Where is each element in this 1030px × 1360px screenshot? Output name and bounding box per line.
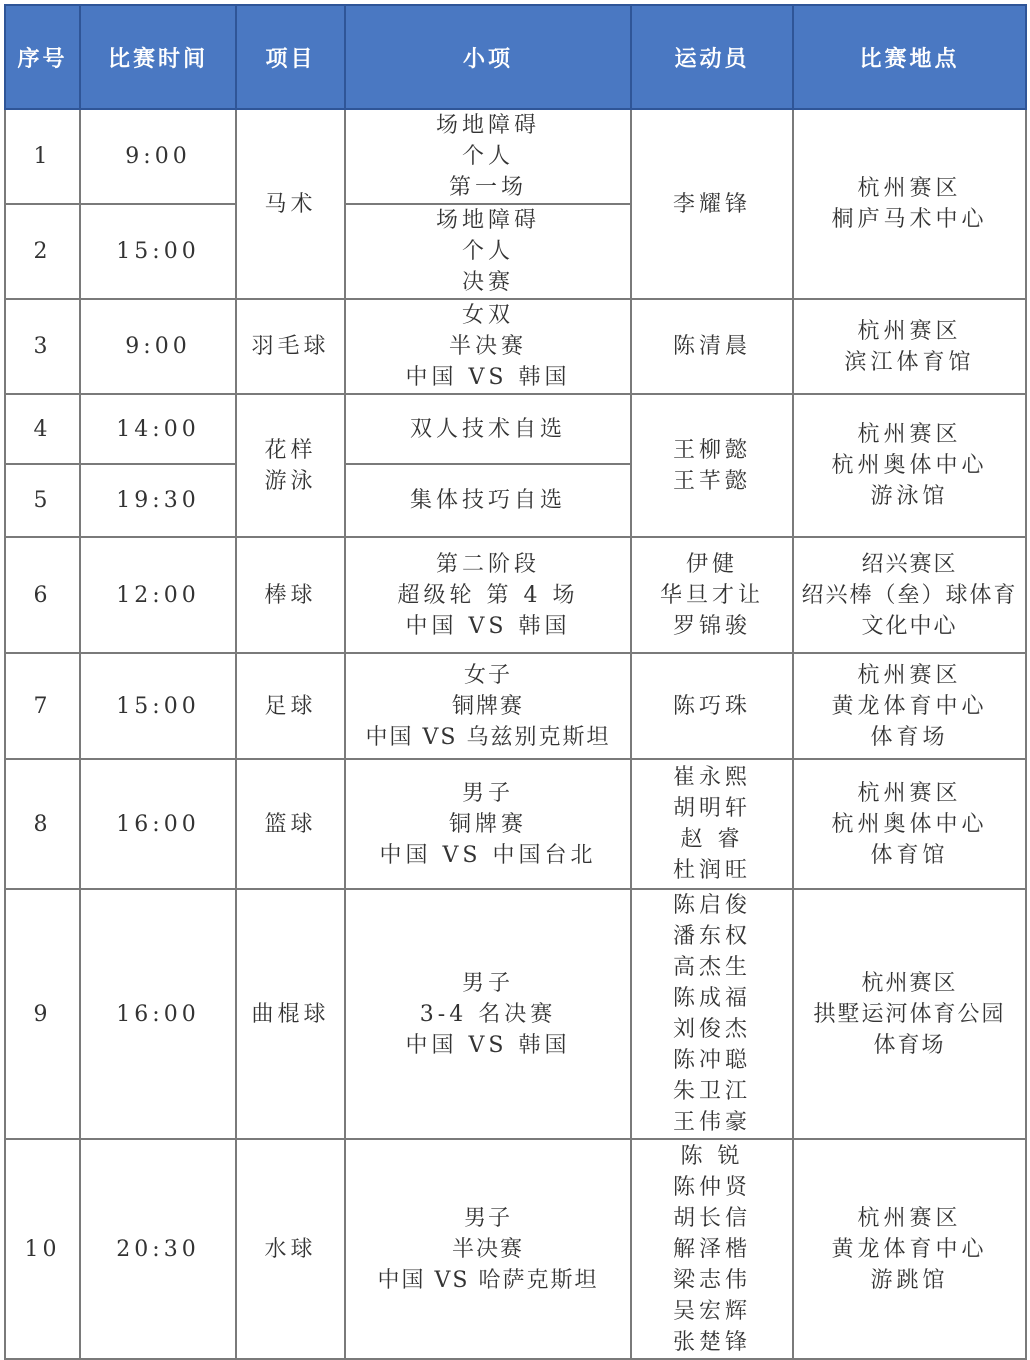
row-event: [345, 537, 631, 653]
row-event: [345, 299, 631, 394]
venue-line: 文化中心: [861, 613, 958, 639]
venue-line: 体育场: [870, 724, 949, 750]
row-sport: [236, 1139, 345, 1359]
athlete-name: 李耀锋: [672, 191, 751, 217]
athlete-name: 胡长信: [672, 1205, 751, 1231]
row-event: [345, 653, 631, 759]
event-line: 男子: [461, 780, 514, 806]
event-line: 个人: [461, 239, 514, 264]
sport-line: 花样: [264, 437, 317, 463]
row-sport: [236, 889, 345, 1139]
sport-line: 水球: [264, 1236, 317, 1262]
table-row: [5, 299, 1026, 394]
row-athletes: [631, 1139, 793, 1359]
event-line: 半决赛: [448, 334, 527, 359]
row-time: 15:00: [80, 204, 236, 299]
venue-line: 杭州赛区: [861, 970, 958, 996]
header-no: 序号: [5, 5, 80, 109]
table-row: [5, 1139, 1026, 1359]
event-line: 中国 VS 韩国: [405, 1032, 571, 1058]
sport-line: 足球: [264, 693, 317, 719]
row-no: 10: [5, 1139, 80, 1359]
row-venue: [793, 653, 1026, 759]
athlete-name: 伊健: [685, 551, 738, 577]
event-line: 3-4 名决赛: [419, 1001, 557, 1027]
venue-line: 杭州赛区: [857, 780, 962, 806]
event-line: 个人: [461, 144, 514, 169]
row-venue: [793, 889, 1026, 1139]
athlete-name: 吴宏辉: [672, 1298, 751, 1324]
row-venue: [793, 537, 1026, 653]
row-sport: [236, 109, 345, 299]
athlete-name: 解泽楷: [672, 1236, 751, 1262]
athlete-name: 刘俊杰: [672, 1017, 751, 1042]
event-line: 决赛: [461, 270, 514, 295]
row-athletes: [631, 889, 793, 1139]
event-line: 中国 VS 韩国: [405, 365, 571, 390]
venue-line: 杭州赛区: [857, 1205, 962, 1231]
row-time: 15:00: [80, 653, 236, 759]
row-venue: [793, 394, 1026, 537]
row-time: 16:00: [80, 889, 236, 1139]
row-athletes: [631, 653, 793, 759]
table-row: [5, 653, 1026, 759]
venue-line: 杭州奥体中心: [831, 453, 988, 478]
table-row: [5, 889, 1026, 1139]
sport-line: 曲棍球: [251, 1001, 330, 1027]
row-event: [345, 1139, 631, 1359]
row-event: [345, 204, 631, 299]
header-sport: 项目: [236, 5, 345, 109]
row-time: 19:30: [80, 464, 236, 537]
venue-line: 体育馆: [870, 842, 949, 868]
header-venue: 比赛地点: [793, 5, 1026, 109]
event-line: 男子: [463, 1205, 512, 1231]
venue-line: 杭州赛区: [857, 318, 962, 344]
athlete-name: 杜润旺: [672, 858, 751, 883]
row-sport: [236, 759, 345, 889]
row-sport: [236, 394, 345, 537]
header-time: 比赛时间: [80, 5, 236, 109]
event-line: 第二阶段: [435, 551, 540, 577]
row-event: [345, 394, 631, 464]
event-line: 铜牌赛: [448, 811, 527, 837]
row-athletes: [631, 394, 793, 537]
row-time: 14:00: [80, 394, 236, 464]
athlete-name: 朱卫江: [672, 1079, 751, 1104]
table-row: [5, 109, 1026, 204]
event-line: 中国 VS 哈萨克斯坦: [377, 1267, 599, 1293]
row-time: 9:00: [80, 299, 236, 394]
athlete-name: 陈仲贤: [672, 1174, 751, 1200]
athlete-name: 陈巧珠: [672, 693, 751, 719]
row-no: 3: [5, 299, 80, 394]
row-athletes: [631, 537, 793, 653]
event-line: 集体技巧自选: [409, 488, 566, 513]
sport-line: 马术: [264, 191, 317, 217]
row-time: 16:00: [80, 759, 236, 889]
athlete-name: 陈成福: [672, 986, 751, 1011]
athlete-name: 赵 睿: [680, 827, 744, 852]
event-line: 中国 VS 韩国: [405, 613, 571, 639]
athlete-name: 王伟豪: [672, 1110, 751, 1135]
venue-line: 滨江体育馆: [844, 349, 975, 375]
venue-line: 绍兴棒（垒）球体育: [801, 582, 1018, 608]
athlete-name: 崔永熙: [672, 765, 751, 790]
row-sport: [236, 653, 345, 759]
row-athletes: [631, 299, 793, 394]
table-row: [5, 759, 1026, 889]
venue-line: 黄龙体育中心: [831, 693, 988, 719]
row-no: 8: [5, 759, 80, 889]
athlete-name: 华旦才让: [659, 582, 764, 608]
row-event: [345, 889, 631, 1139]
sport-line: 棒球: [264, 582, 317, 608]
event-line: 女子: [463, 662, 512, 688]
row-venue: [793, 1139, 1026, 1359]
row-athletes: [631, 109, 793, 299]
venue-line: 游泳馆: [870, 484, 949, 509]
event-line: 铜牌赛: [451, 693, 524, 719]
athlete-name: 胡明轩: [672, 796, 751, 821]
row-no: 6: [5, 537, 80, 653]
athlete-name: 罗锦骏: [672, 613, 751, 639]
event-line: 第一场: [448, 175, 527, 200]
venue-line: 杭州赛区: [857, 176, 962, 201]
sport-line: 游泳: [264, 468, 317, 494]
row-time: 12:00: [80, 537, 236, 653]
venue-line: 杭州赛区: [857, 422, 962, 447]
athlete-name: 王柳懿: [672, 437, 751, 463]
event-line: 中国 VS 中国台北: [379, 842, 597, 868]
venue-line: 黄龙体育中心: [831, 1236, 988, 1262]
venue-line: 绍兴赛区: [861, 551, 958, 577]
header-event: 小项: [345, 5, 631, 109]
row-time: 9:00: [80, 109, 236, 204]
venue-line: 拱墅运河体育公园: [813, 1001, 1006, 1027]
table-row: [5, 537, 1026, 653]
row-no: 7: [5, 653, 80, 759]
row-athletes: [631, 759, 793, 889]
schedule-container: [4, 4, 1027, 1360]
schedule-table: [4, 4, 1027, 1360]
venue-line: 杭州奥体中心: [831, 811, 988, 837]
athlete-name: 陈 锐: [680, 1143, 744, 1169]
venue-line: 游跳馆: [870, 1267, 949, 1293]
event-line: 男子: [461, 970, 514, 996]
venue-line: 桐庐马术中心: [831, 207, 988, 232]
event-line: 场地障碍: [435, 208, 540, 233]
row-venue: [793, 759, 1026, 889]
row-event: [345, 464, 631, 537]
event-line: 场地障碍: [435, 113, 540, 138]
row-venue: [793, 299, 1026, 394]
athlete-name: 梁志伟: [672, 1267, 751, 1293]
event-line: 超级轮 第 4 场: [397, 582, 579, 608]
row-no: 4: [5, 394, 80, 464]
row-sport: [236, 537, 345, 653]
header-row: [5, 5, 1026, 109]
venue-line: 体育场: [873, 1032, 946, 1058]
sport-line: 篮球: [264, 811, 317, 837]
row-no: 2: [5, 204, 80, 299]
sport-line: 羽毛球: [251, 334, 330, 359]
table-row: [5, 394, 1026, 464]
event-line: 女双: [461, 303, 514, 328]
row-sport: [236, 299, 345, 394]
athlete-name: 陈清晨: [672, 334, 751, 359]
row-event: [345, 109, 631, 204]
venue-line: 杭州赛区: [857, 662, 962, 688]
athlete-name: 张楚锋: [672, 1329, 751, 1355]
athlete-name: 潘东权: [672, 924, 751, 949]
athlete-name: 王芊懿: [672, 468, 751, 494]
event-line: 半决赛: [451, 1236, 524, 1262]
row-no: 5: [5, 464, 80, 537]
row-no: 9: [5, 889, 80, 1139]
event-line: 双人技术自选: [409, 416, 566, 442]
event-line: 中国 VS 乌兹别克斯坦: [365, 724, 611, 750]
row-time: 20:30: [80, 1139, 236, 1359]
athlete-name: 陈冲聪: [672, 1048, 751, 1073]
row-event: [345, 759, 631, 889]
row-venue: [793, 109, 1026, 299]
athlete-name: 高杰生: [672, 955, 751, 980]
athlete-name: 陈启俊: [672, 893, 751, 918]
row-no: 1: [5, 109, 80, 204]
header-athletes: 运动员: [631, 5, 793, 109]
